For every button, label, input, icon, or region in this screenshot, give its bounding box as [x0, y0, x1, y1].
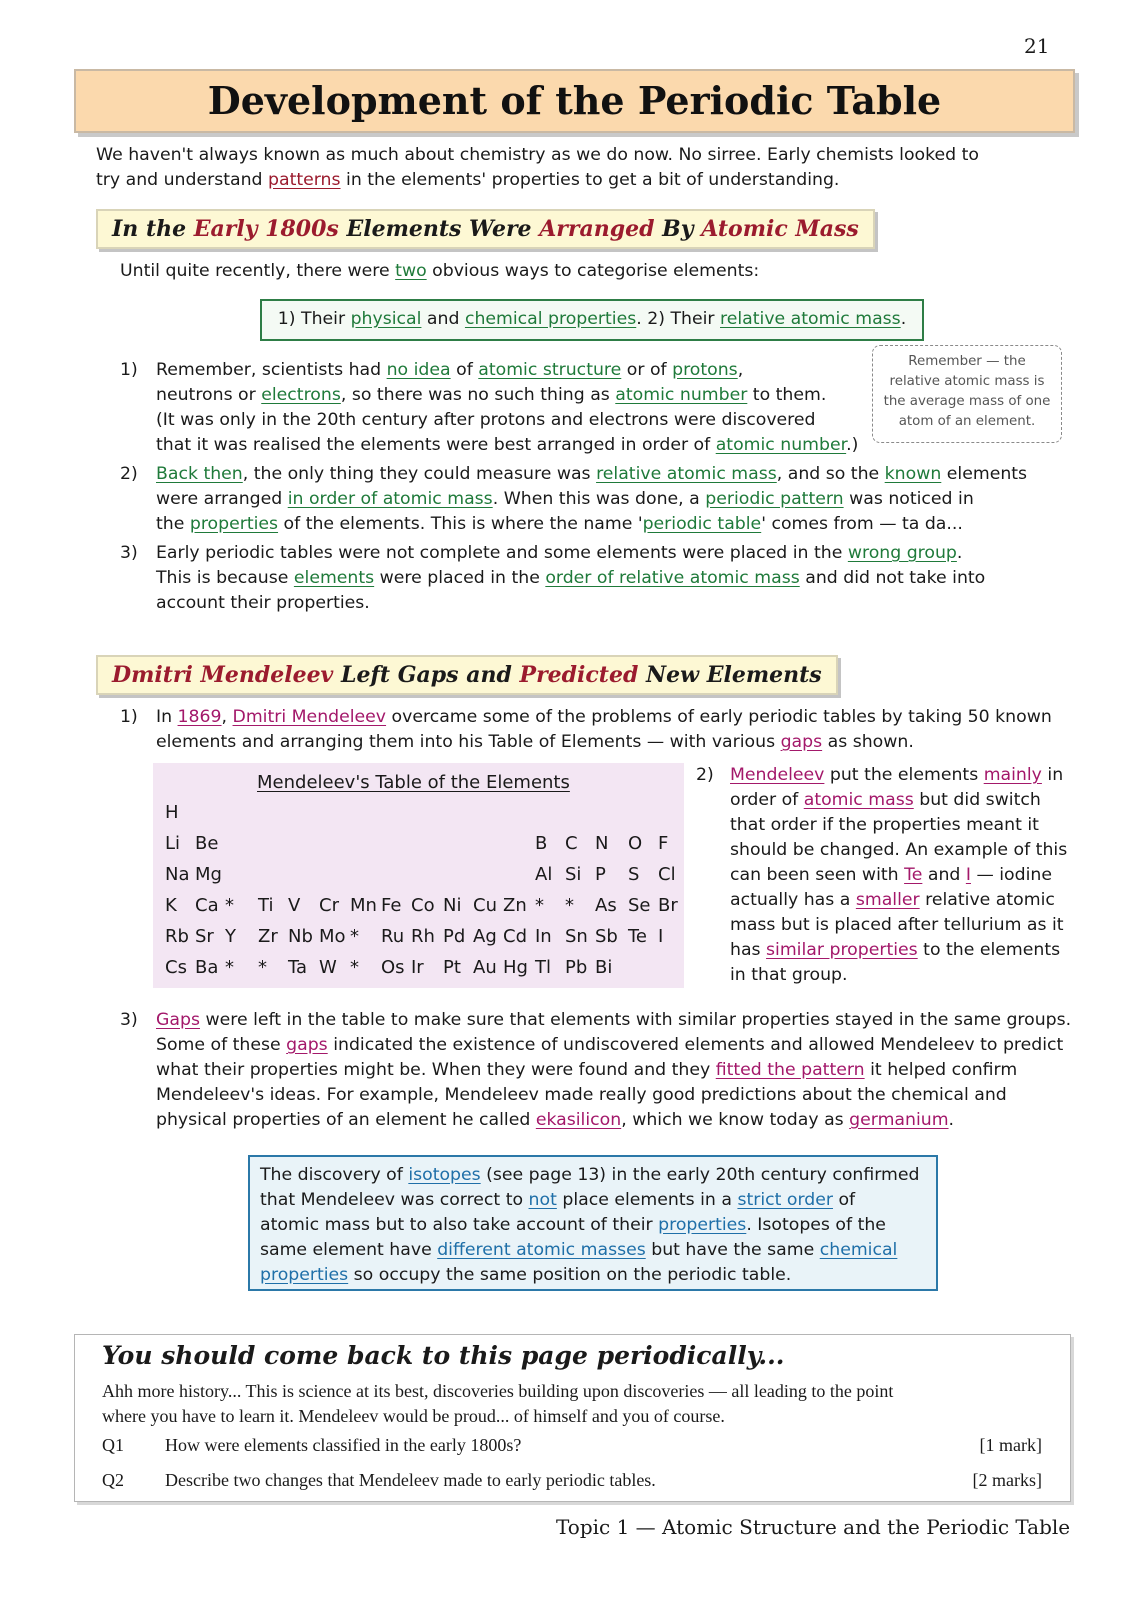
table-title: Mendeleev's Table of the Elements — [257, 772, 570, 793]
t: . — [948, 1110, 955, 1130]
element-symbol: Pd — [443, 926, 466, 947]
element-symbol: N — [595, 833, 609, 854]
note-line: the average mass of one — [883, 394, 1051, 409]
element-symbol: C — [565, 833, 578, 854]
point-number: 3) — [120, 543, 138, 563]
box-keyword: relative atomic mass — [720, 309, 901, 329]
t: or of — [621, 360, 673, 380]
kw: Mendeleev — [730, 765, 825, 785]
t: that Mendeleev was correct to — [260, 1190, 529, 1210]
heading-highlight: Dmitri Mendeleev — [112, 662, 334, 688]
question-text: Describe two changes that Mendeleev made to early periodic tables. — [165, 1470, 656, 1490]
page-number: 21 — [1024, 34, 1050, 58]
point-line — [156, 1058, 1076, 1083]
element-symbol: Au — [473, 957, 497, 978]
kw: Back then — [156, 464, 243, 484]
isotopes-box — [248, 1155, 938, 1291]
point-line — [156, 462, 1056, 487]
t: elements and arranging them into his Table of Elements — with various — [156, 732, 781, 752]
t: , — [221, 707, 233, 727]
patterns-keyword: patterns — [268, 170, 341, 190]
element-symbol: Na — [165, 864, 190, 885]
t: but have the same — [645, 1240, 820, 1260]
box-line — [260, 1213, 926, 1238]
heading-text: By — [654, 216, 702, 242]
element-symbol: Tl — [535, 957, 551, 978]
kw: atomic number — [615, 385, 748, 405]
kw: protons — [672, 360, 738, 380]
t: This is because — [156, 568, 294, 588]
element-symbol: I — [658, 926, 664, 947]
point-line — [730, 788, 1080, 813]
point-line — [156, 1008, 1076, 1033]
kw: gaps — [286, 1035, 328, 1055]
t: the — [156, 514, 190, 534]
gap-marker: * — [350, 926, 359, 947]
note-line: Remember — the — [908, 354, 1026, 369]
element-symbol: P — [595, 864, 606, 885]
section2-point-2 — [730, 763, 1080, 988]
box-line — [260, 1188, 926, 1213]
kw: not — [528, 1190, 557, 1210]
element-symbol: Te — [628, 926, 648, 947]
t: but did switch — [913, 790, 1041, 810]
kw: wrong group — [847, 543, 957, 563]
t: . — [956, 543, 963, 563]
t: were left in the table to make sure that elements with similar properties stayed in the same groups. — [199, 1010, 1072, 1030]
element-symbol: Ti — [258, 895, 274, 916]
element-symbol: Zr — [258, 926, 278, 947]
point-line: (It was only in the 20th century after protons and electrons were discovered — [156, 410, 816, 430]
note-line: relative atomic mass is — [889, 374, 1045, 389]
section1-point-3 — [156, 541, 1056, 616]
t: order of — [730, 790, 804, 810]
t: what their properties might be. When they were found and they — [156, 1060, 716, 1080]
kw: atomic mass — [803, 790, 914, 810]
section1-point-2 — [156, 462, 1056, 537]
element-symbol: Bi — [595, 957, 613, 978]
element-symbol: Mg — [195, 864, 222, 885]
kw: elements — [293, 568, 375, 588]
t: atomic mass but to also take account of their — [260, 1215, 659, 1235]
kw: periodic pattern — [705, 489, 844, 509]
kw: mainly — [983, 765, 1042, 785]
t: has — [730, 940, 767, 960]
intro-text: try and understand — [96, 170, 269, 190]
element-symbol: Ba — [195, 957, 219, 978]
point-line: that order if the properties meant it — [730, 815, 1039, 835]
point-line — [156, 705, 1066, 730]
element-symbol: Sn — [565, 926, 588, 947]
kw: in order of atomic mass — [287, 489, 493, 509]
kw: properties — [658, 1215, 747, 1235]
t: indicated the existence of undiscovered elements and allowed Mendeleev to predict — [327, 1035, 1064, 1055]
question-marks: [2 marks] — [972, 1470, 1042, 1490]
t: that it was realised the elements were best arranged in order of — [156, 435, 716, 455]
point-line: account their properties. — [156, 593, 370, 613]
gap-marker: * — [225, 957, 234, 978]
element-symbol: Cs — [165, 957, 187, 978]
two-keyword: two — [395, 261, 427, 281]
element-symbol: Cu — [473, 895, 497, 916]
box-text: 1) Their — [277, 309, 351, 329]
heading-highlight: Atomic Mass — [701, 216, 859, 242]
kw: ekasilicon — [535, 1110, 622, 1130]
kw: similar properties — [766, 940, 918, 960]
kw: Gaps — [156, 1010, 200, 1030]
box-line — [260, 1163, 926, 1188]
heading-text: New Elements — [638, 662, 822, 688]
element-symbol: Ca — [195, 895, 219, 916]
t: Some of these — [156, 1035, 287, 1055]
intro-text: in the elements' properties to get a bit of understanding. — [340, 170, 840, 190]
element-symbol: B — [535, 833, 548, 854]
section2-point-3 — [156, 1008, 1076, 1133]
kw: periodic table — [642, 514, 762, 534]
point-line — [156, 730, 1066, 755]
element-symbol: Pb — [565, 957, 588, 978]
element-symbol: Sr — [195, 926, 214, 947]
element-symbol: Pt — [443, 957, 461, 978]
summary-heading: You should come back to this page periodically... — [102, 1341, 785, 1370]
kw: atomic number — [715, 435, 847, 455]
gap-marker: * — [535, 895, 544, 916]
element-symbol: S — [628, 864, 640, 885]
kw: relative atomic mass — [596, 464, 777, 484]
point-line: should be changed. An example of this — [730, 840, 1068, 860]
categories-box — [260, 299, 924, 341]
gap-marker: * — [258, 957, 267, 978]
element-symbol: O — [628, 833, 643, 854]
summary-line: where you have to learn it. Mendeleev would be proud... of himself and you of course. — [102, 1406, 725, 1426]
intro-paragraph — [96, 143, 1056, 193]
t: of the elements. This is where the name ' — [278, 514, 643, 534]
kw: strict order — [737, 1190, 833, 1210]
kw: atomic structure — [478, 360, 622, 380]
t: put the elements — [824, 765, 984, 785]
kw: known — [884, 464, 942, 484]
element-symbol: Cr — [319, 895, 339, 916]
kw: gaps — [780, 732, 823, 752]
t: neutrons or — [156, 385, 262, 405]
element-symbol: As — [595, 895, 617, 916]
t: to the elements — [917, 940, 1061, 960]
box-text: and — [421, 309, 465, 329]
section1-point-1 — [156, 358, 866, 458]
kw: germanium — [849, 1110, 949, 1130]
t: of — [450, 360, 479, 380]
section1-lead — [120, 259, 759, 284]
element-symbol: Al — [535, 864, 553, 885]
element-symbol: F — [658, 833, 669, 854]
element-symbol: Be — [195, 833, 219, 854]
point-line — [730, 763, 1080, 788]
t: Early periodic tables were not complete and some elements were placed in the — [156, 543, 848, 563]
t: to them. — [747, 385, 827, 405]
section2-point-1 — [156, 705, 1066, 755]
t: Remember, scientists had — [156, 360, 387, 380]
t: . Isotopes of the — [746, 1215, 886, 1235]
summary-box — [74, 1334, 1071, 1502]
intro-line-2 — [96, 168, 1056, 193]
element-symbol: Zn — [503, 895, 527, 916]
heading-highlight: Predicted — [519, 662, 639, 688]
point-number: 2) — [696, 765, 714, 785]
box-keyword: chemical properties — [464, 309, 637, 329]
lead-text: Until quite recently, there were — [120, 261, 396, 281]
point-number: 2) — [120, 464, 138, 484]
t: . When this was done, a — [492, 489, 706, 509]
t: ' comes from — ta da... — [761, 514, 963, 534]
t: , which we know today as — [621, 1110, 850, 1130]
question-number: Q2 — [102, 1470, 124, 1490]
element-symbol: Ag — [473, 926, 497, 947]
kw: different atomic masses — [437, 1240, 646, 1260]
element-symbol: Sb — [595, 926, 618, 947]
t: and — [922, 865, 966, 885]
element-symbol: V — [288, 895, 301, 916]
kw: Dmitri Mendeleev — [232, 707, 387, 727]
summary-text — [102, 1379, 1052, 1429]
t: in — [1041, 765, 1064, 785]
element-symbol: Li — [165, 833, 181, 854]
element-symbol: Se — [628, 895, 651, 916]
t: it helped confirm — [864, 1060, 1018, 1080]
t: The discovery of — [260, 1165, 409, 1185]
t: so occupy the same position on the periodic table. — [348, 1265, 792, 1285]
t: were placed in the — [374, 568, 546, 588]
t: can been seen with — [730, 865, 905, 885]
point-line — [730, 888, 1080, 913]
t: overcame some of the problems of early periodic tables by taking 50 known — [386, 707, 1052, 727]
t: place elements in a — [556, 1190, 738, 1210]
heading-highlight: Arranged — [539, 216, 655, 242]
element-symbol: Rh — [411, 926, 435, 947]
element-symbol: Cl — [658, 864, 676, 885]
point-line — [156, 566, 1056, 591]
element-symbol: Nb — [288, 926, 313, 947]
section-heading-early-1800s — [96, 209, 875, 249]
point-line — [156, 487, 1056, 512]
lead-text: obvious ways to categorise elements: — [426, 261, 760, 281]
point-line — [156, 541, 1056, 566]
t: relative atomic — [919, 890, 1055, 910]
heading-highlight: Early 1800s — [193, 216, 339, 242]
element-symbol: Fe — [381, 895, 402, 916]
gap-marker: * — [350, 957, 359, 978]
kw: I — [965, 865, 971, 885]
point-line: in that group. — [730, 965, 848, 985]
point-line — [156, 358, 866, 383]
relative-atomic-mass-note — [872, 345, 1062, 443]
box-keyword: physical — [350, 309, 422, 329]
kw: properties — [189, 514, 279, 534]
element-symbol: Ir — [411, 957, 424, 978]
kw: smaller — [855, 890, 920, 910]
point-line — [730, 863, 1080, 888]
point-line — [156, 433, 866, 458]
element-symbol: Ta — [288, 957, 308, 978]
element-symbol: H — [165, 802, 179, 823]
kw: chemical — [819, 1240, 898, 1260]
element-symbol: Mo — [319, 926, 346, 947]
gap-marker: * — [225, 895, 234, 916]
element-symbol: Rb — [165, 926, 189, 947]
element-symbol: W — [319, 957, 337, 978]
t: and did not take into — [799, 568, 986, 588]
question-text: How were elements classified in the early 1800s? — [165, 1435, 522, 1455]
point-line — [156, 1108, 1076, 1133]
kw: properties — [260, 1265, 349, 1285]
t: (see page 13) in the early 20th century confirmed — [480, 1165, 920, 1185]
element-symbol: K — [165, 895, 177, 916]
element-symbol: Br — [658, 895, 678, 916]
point-line — [156, 512, 1056, 537]
element-symbol: Cd — [503, 926, 527, 947]
point-line — [156, 383, 866, 408]
t: — iodine — [970, 865, 1052, 885]
mendeleev-table — [153, 763, 684, 988]
element-symbol: Co — [411, 895, 435, 916]
element-symbol: Si — [565, 864, 582, 885]
point-line — [730, 938, 1080, 963]
question-number: Q1 — [102, 1435, 124, 1455]
box-text: . 2) Their — [636, 309, 720, 329]
element-symbol: Hg — [503, 957, 528, 978]
point-number: 1) — [120, 360, 138, 380]
point-line: mass but is placed after tellurium as it — [730, 915, 1064, 935]
kw: 1869 — [177, 707, 222, 727]
kw: order of relative atomic mass — [545, 568, 800, 588]
element-symbol: In — [535, 926, 552, 947]
point-line: Mendeleev's ideas. For example, Mendeleev made really good predictions about the chemical and — [156, 1085, 1007, 1105]
t: , and so the — [776, 464, 885, 484]
intro-line-1: We haven't always known as much about chemistry as we do now. No sirree. Early chemists looked to — [96, 145, 979, 165]
title-banner — [74, 69, 1075, 133]
question-marks: [1 mark] — [979, 1435, 1042, 1455]
element-symbol: Ru — [381, 926, 405, 947]
footer-topic: Topic 1 — Atomic Structure and the Periodic Table — [556, 1515, 1071, 1539]
point-line — [156, 1033, 1076, 1058]
kw: electrons — [261, 385, 341, 405]
t: as shown. — [822, 732, 914, 752]
heading-text: Left Gaps and — [333, 662, 520, 688]
gap-marker: * — [565, 895, 574, 916]
t: elements — [941, 464, 1028, 484]
box-text: . — [900, 309, 907, 329]
kw: isotopes — [408, 1165, 481, 1185]
heading-text: Elements Were — [338, 216, 540, 242]
t: , so there was no such thing as — [340, 385, 616, 405]
element-symbol: Mn — [350, 895, 377, 916]
t: In — [156, 707, 178, 727]
t: same element have — [260, 1240, 438, 1260]
kw: no idea — [386, 360, 451, 380]
element-symbol: Ni — [443, 895, 462, 916]
t: of — [832, 1190, 856, 1210]
kw: Te — [904, 865, 923, 885]
t: was noticed in — [843, 489, 974, 509]
t: physical properties of an element he called — [156, 1110, 536, 1130]
t: .) — [846, 435, 859, 455]
t: , the only thing they could measure was — [242, 464, 597, 484]
box-line — [260, 1238, 926, 1263]
t: actually has a — [730, 890, 856, 910]
box-line — [260, 1263, 926, 1288]
point-number: 1) — [120, 707, 138, 727]
element-symbol: Y — [225, 926, 236, 947]
note-line: atom of an element. — [898, 414, 1036, 429]
heading-text: In the — [112, 216, 194, 242]
point-number: 3) — [120, 1010, 138, 1030]
page-title: Development of the Periodic Table — [207, 78, 942, 123]
section-heading-mendeleev — [96, 655, 838, 695]
kw: fitted the pattern — [715, 1060, 865, 1080]
summary-line: Ahh more history... This is science at its best, discoveries building upon discoveries — all leading to the point — [102, 1381, 894, 1401]
element-symbol: Os — [381, 957, 405, 978]
t: were arranged — [156, 489, 288, 509]
t: , — [737, 360, 744, 380]
